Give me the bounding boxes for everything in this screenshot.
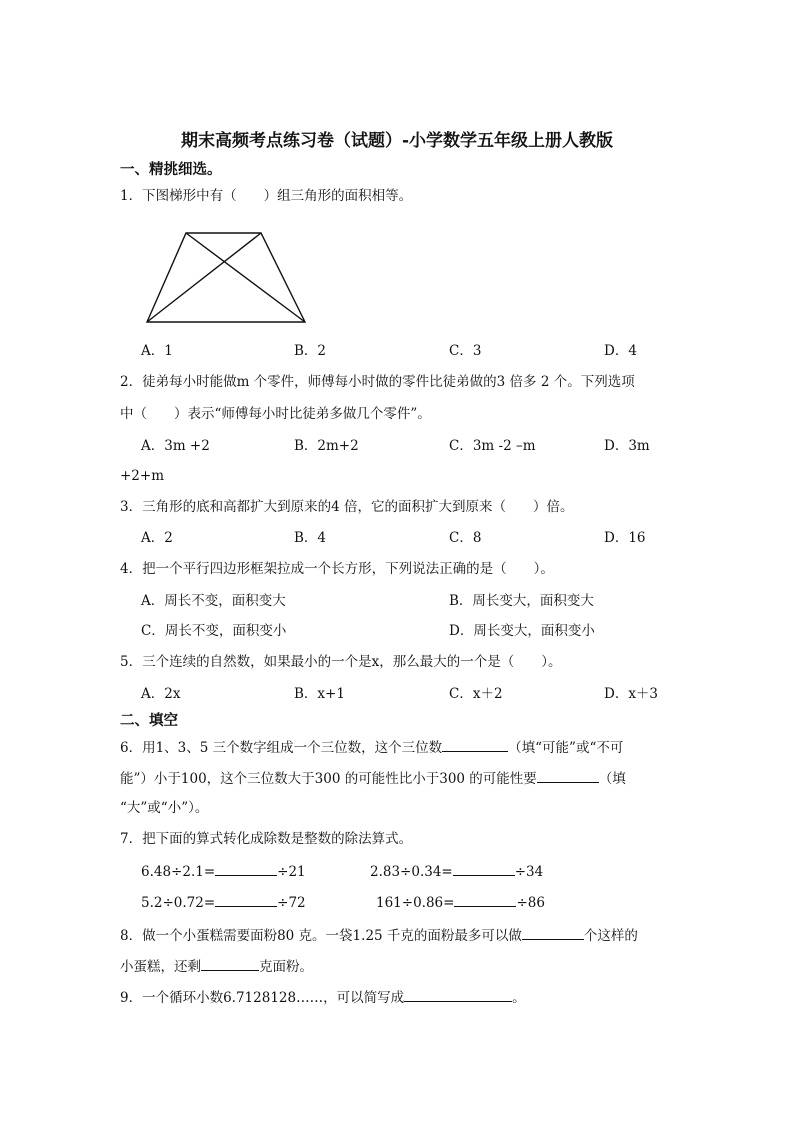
q5-option-c: C．x＋2 — [449, 686, 503, 702]
question-7-stem: 7．把下面的算式转化成除数是整数的除法算式。 — [120, 831, 413, 847]
q3-option-c: C．8 — [449, 530, 482, 546]
q4-option-d: D．周长变大，面积变小 — [449, 623, 595, 639]
q1-option-d: D．4 — [604, 343, 637, 359]
question-1-stem: 1．下图梯形中有（ ）组三角形的面积相等。 — [120, 188, 413, 204]
question-3-stem: 3．三角形的底和高都扩大到原来的4 倍，它的面积扩大到原来（ ）倍。 — [120, 499, 574, 515]
q4-option-a: A．周长不变，面积变大 — [141, 593, 286, 609]
q3-option-b: B．4 — [294, 530, 327, 546]
q7-answer-blank-1[interactable] — [215, 861, 277, 876]
q9-answer-blank[interactable] — [404, 987, 512, 1002]
q5-option-b: B．x+1 — [294, 686, 345, 702]
question-6-line1 — [120, 737, 623, 757]
q5-option-d: D．x＋3 — [604, 686, 659, 702]
question-6-line3: “大”或“小”）。 — [120, 800, 209, 816]
question-4-stem: 4．把一个平行四边形框架拉成一个长方形，下列说法正确的是（ ）。 — [120, 561, 554, 577]
q7-expr1-right: ÷21 — [277, 864, 306, 880]
q8-text-2b: 克面粉。 — [259, 959, 313, 975]
question-2-line2: 中（ ）表示“师傅每小时比徒弟多做几个零件”。 — [120, 406, 431, 422]
q7-expression-4 — [376, 892, 545, 912]
question-9 — [120, 987, 526, 1007]
question-8-line1 — [120, 925, 638, 945]
question-5-stem: 5．三个连续的自然数，如果最小的一个是x，那么最大的一个是（ ）。 — [120, 654, 562, 670]
q8-text-1b: 个这样的 — [583, 928, 638, 944]
q8-text-1a: 8．做一个小蛋糕需要面粉80 克。一袋1.25 千克的面粉最多可以做 — [120, 928, 522, 944]
q7-expr3-right: ÷72 — [277, 895, 306, 911]
q2-option-c: C．3m -2 –m — [449, 438, 536, 454]
section-heading-choice: 一、精挑细选。 — [120, 162, 222, 178]
q2-option-b: B．2m+2 — [294, 438, 359, 454]
q3-option-d: D．16 — [604, 530, 646, 546]
q1-option-c: C．3 — [449, 343, 482, 359]
q6-answer-blank-1[interactable] — [442, 737, 508, 752]
q7-expression-1 — [141, 861, 306, 881]
q3-option-a: A．2 — [141, 530, 173, 546]
q7-expression-3 — [141, 892, 306, 912]
q2-option-d: D．3m — [604, 438, 650, 454]
q2-option-a: A．3m +2 — [141, 438, 210, 454]
question-6-line2 — [120, 768, 626, 788]
q4-option-c: C．周长不变，面积变小 — [141, 623, 287, 639]
q7-expr4-left: 161÷0.86= — [376, 895, 455, 911]
q7-answer-blank-3[interactable] — [215, 892, 277, 907]
q7-expression-2 — [370, 861, 543, 881]
q6-text-1a: 6．用1、3、5 三个数字组成一个三位数，这个三位数 — [120, 740, 443, 756]
question-8-line2 — [120, 956, 313, 976]
section-heading-fill: 二、填空 — [120, 713, 178, 729]
q8-answer-blank-1[interactable] — [522, 925, 584, 940]
q7-expr4-right: ÷86 — [516, 895, 545, 911]
q6-text-1b: （填“可能”或“不可 — [508, 740, 624, 756]
q8-text-2a: 小蛋糕，还剩 — [120, 959, 201, 975]
q2-option-d-wrap: +2+m — [120, 468, 165, 484]
q7-answer-blank-2[interactable] — [453, 861, 515, 876]
question-2-line1: 2．徒弟每小时能做m 个零件，师傅每小时做的零件比徒弟做的3 倍多 2 个。下列选项 — [120, 374, 635, 390]
q7-expr2-left: 2.83÷0.34= — [370, 864, 453, 880]
q7-expr2-right: ÷34 — [514, 864, 544, 880]
q9-period: 。 — [512, 990, 526, 1006]
trapezoid-figure — [143, 230, 309, 326]
q1-option-a: A．1 — [141, 343, 173, 359]
q4-option-b: B．周长变大，面积变大 — [449, 593, 594, 609]
q8-answer-blank-2[interactable] — [201, 956, 259, 971]
q1-option-b: B．2 — [294, 343, 327, 359]
q7-expr1-left: 6.48÷2.1= — [141, 864, 216, 880]
q7-answer-blank-4[interactable] — [454, 892, 516, 907]
q9-text: 9．一个循环小数6.7128128……，可以简写成 — [120, 990, 405, 1006]
q6-text-2b: （填 — [598, 771, 626, 787]
q6-answer-blank-2[interactable] — [537, 768, 599, 783]
page-title: 期末高频考点练习卷（试题）-小学数学五年级上册人教版 — [180, 131, 614, 151]
q5-option-a: A．2x — [141, 686, 181, 702]
q6-text-2a: 能”）小于100，这个三位数大于300 的可能性比小于300 的可能性要 — [120, 771, 537, 787]
q7-expr3-left: 5.2÷0.72= — [141, 895, 216, 911]
